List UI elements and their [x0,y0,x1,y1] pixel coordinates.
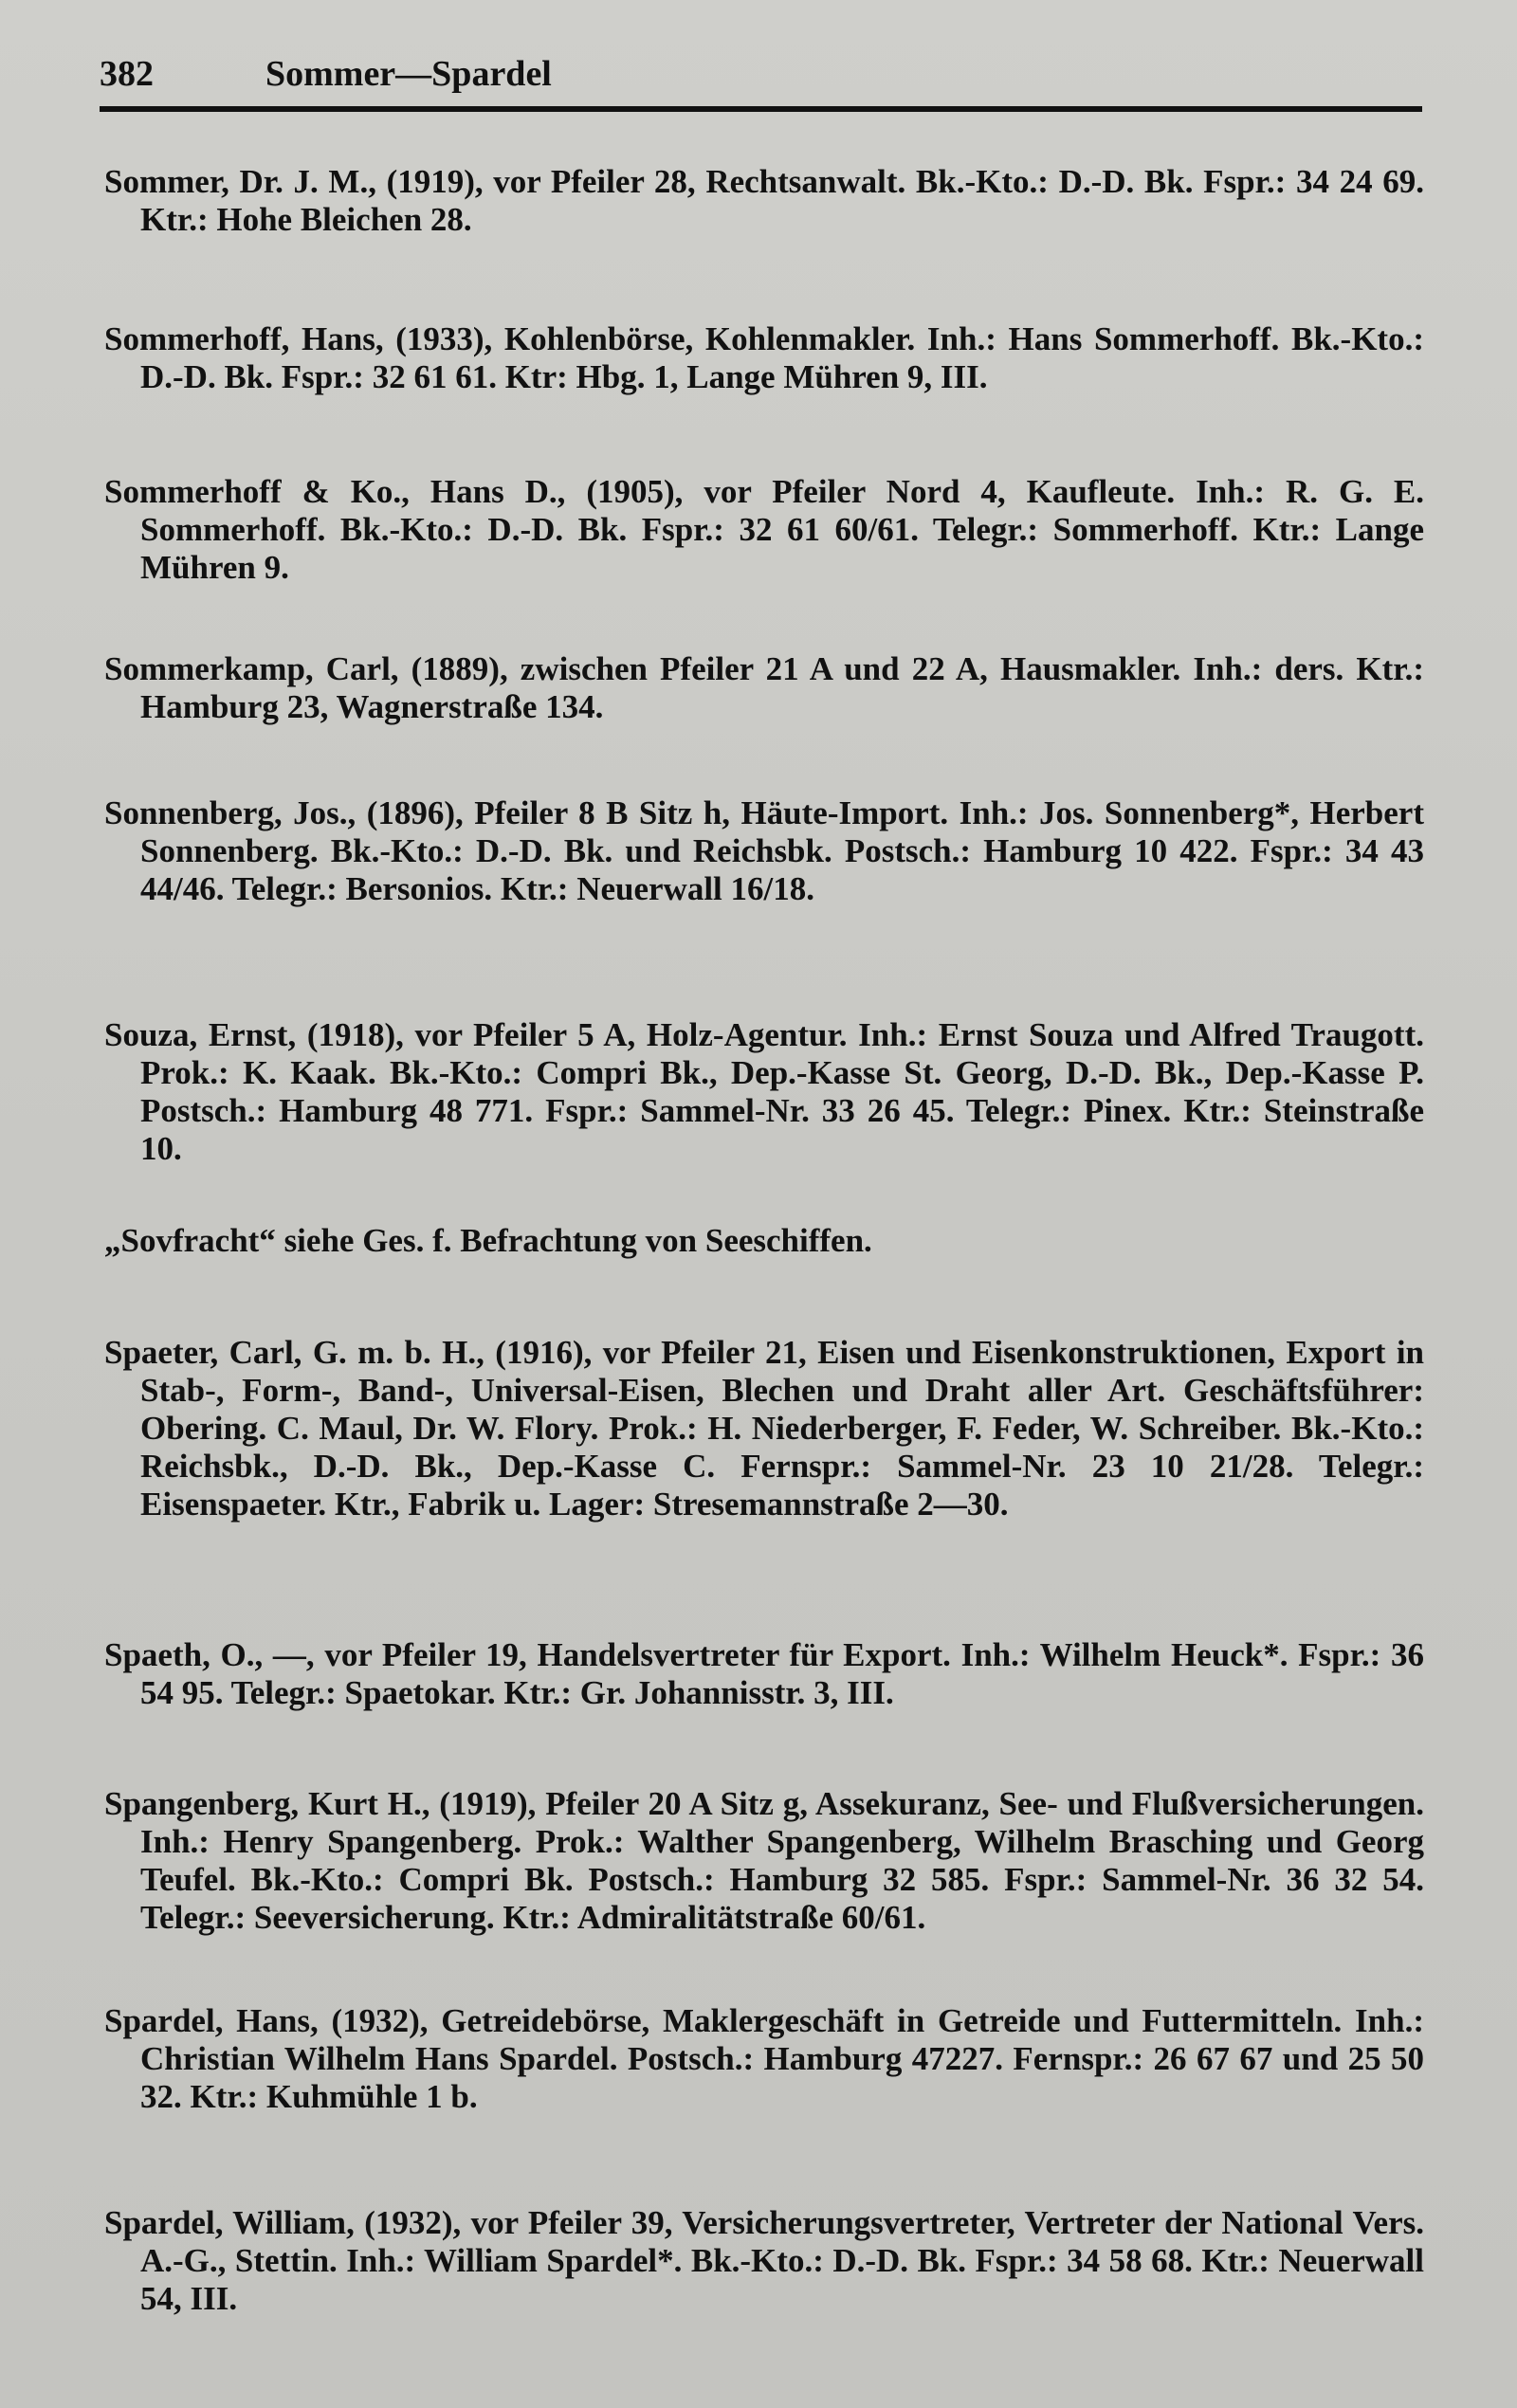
entry-body: Versicherungsvertreter, Vertreter der National Vers. A.-G., Stettin. Inh.: William Spardel*. Bk.-Kto.: D.-D. Bk. Fspr.: 34 58 68. Ktr.: Neuerwall 54, III. [140,2204,1424,2317]
entry-body: Handelsvertreter für Export. Inh.: Wilhelm Heuck*. Fspr.: 36 54 95. Telegr.: Spaetokar. Ktr.: Gr. Johannisstr. 3, III. [140,1636,1424,1711]
page-number: 382 [100,54,154,94]
page-header [100,49,1422,106]
entry-lead: Sonnenberg, Jos., (1896), Pfeiler 8 B Sitz h, [104,794,730,831]
entry-body: Kaufleute. Inh.: R. G. E. Sommerhoff. Bk.-Kto.: D.-D. Bk. Fspr.: 32 61 60/61. Telegr.: Sommerhoff. Ktr.: Lange Mühren 9. [140,473,1425,586]
entry-body: Häute-Import. Inh.: Jos. Sonnenberg*, Herbert Sonnenberg. Bk.-Kto.: D.-D. Bk. und Reichsbk. Postsch.: Hamburg 10 422. Fspr.: 34 43 44/46. Telegr.: Bersonios. Ktr.: Neuerwall 16/18. [140,794,1424,907]
entry-lead: Sommerkamp, Carl, (1889), zwischen Pfeiler 21 A und 22 A, [104,650,988,687]
entry-lead: Sommerhoff, Hans, (1933), Kohlenbörse, [104,320,694,357]
entry-lead: Spardel, William, (1932), vor Pfeiler 39, [104,2204,673,2241]
directory-entry [104,473,1424,587]
entry-body: Maklergeschäft in Getreide und Futtermitteln. Inh.: Christian Wilhelm Hans Spardel. Postsch.: Hamburg 47227. Fernspr.: 26 67 67 und 25 50 32. Ktr.: Kuhmühle 1 b. [140,2002,1425,2115]
directory-entry [104,320,1424,396]
entry-lead: Spangenberg, Kurt H., (1919), Pfeiler 20 A Sitz g, [104,1785,809,1822]
directory-entry [104,1222,1424,1260]
directory-entry [104,794,1424,908]
directory-entry [104,650,1424,726]
entry-lead: „Sovfracht“ [104,1222,276,1259]
directory-entry [104,1016,1424,1168]
entry-lead: Sommerhoff & Ko., Hans D., (1905), vor Pfeiler Nord 4, [104,473,1006,510]
entry-lead: Spaeter, Carl, G. m. b. H., (1916), vor Pfeiler 21, [104,1334,807,1371]
directory-entry [104,1636,1424,1712]
entry-body: siehe Ges. f. Befrachtung von Seeschiffen. [275,1222,872,1259]
directory-entry [104,1334,1424,1523]
entry-body: Holz-Agentur. Inh.: Ernst Souza und Alfred Traugott. Prok.: K. Kaak. Bk.-Kto.: Compri Bk., Dep.-Kasse St. Georg, D.-D. Bk., Dep.-Kasse P. Postsch.: Hamburg 48 771. Fspr.: Sammel-Nr. 33 26 45. Telegr.: Pinex. Ktr.: Steinstraße 10. [140,1016,1424,1167]
entry-body: Assekuranz, See- und Flußversicherungen. Inh.: Henry Spangenberg. Prok.: Walther Spangenberg, Wilhelm Brasching und Georg Teufel. Bk.-Kto.: Compri Bk. Postsch.: Hamburg 32 585. Fspr.: Sammel-Nr. 36 32 54. Telegr.: Seeversicherung. Ktr.: Admiralitätstraße 60/61. [140,1785,1424,1936]
entry-lead: Sommer, Dr. J. M., (1919), vor Pfeiler 28, [104,163,696,200]
entry-lead: Spardel, Hans, (1932), Getreidebörse, [104,2002,650,2039]
entry-body: Hausmakler. Inh.: ders. Ktr.: Hamburg 23, Wagnerstraße 134. [140,650,1424,725]
directory-entry [104,2204,1424,2318]
directory-entry [104,163,1424,239]
directory-entry [104,2002,1424,2116]
entry-lead: Souza, Ernst, (1918), vor Pfeiler 5 A, [104,1016,636,1053]
entry-body: Eisen und Eisenkonstruktionen, Export in Stab-, Form-, Band-, Universal-Eisen, Blechen und Draht aller Art. Geschäftsführer: Obering. C. Maul, Dr. W. Flory. Prok.: H. Niederberger, F. Feder, W. Schreiber. Bk.-Kto.: Reichsbk., D.-D. Bk., Dep.-Kasse C. Fernspr.: Sammel-Nr. 23 10 21/28. Telegr.: Eisenspaeter. Ktr., Fabrik u. Lager: Stresemannstraße 2—30. [140,1334,1425,1523]
entry-body: Kohlenmakler. Inh.: Hans Sommerhoff. Bk.-Kto.: D.-D. Bk. Fspr.: 32 61 61. Ktr: Hbg. 1, Lange Mühren 9, III. [140,320,1424,395]
entry-lead: Spaeth, O., —, vor Pfeiler 19, [104,1636,527,1673]
running-title: Sommer—Spardel [265,54,552,94]
entry-body: Rechtsanwalt. Bk.-Kto.: D.-D. Bk. Fspr.: 34 24 69. Ktr.: Hohe Bleichen 28. [140,163,1424,238]
header-rule [100,106,1422,112]
directory-entry [104,1785,1424,1937]
